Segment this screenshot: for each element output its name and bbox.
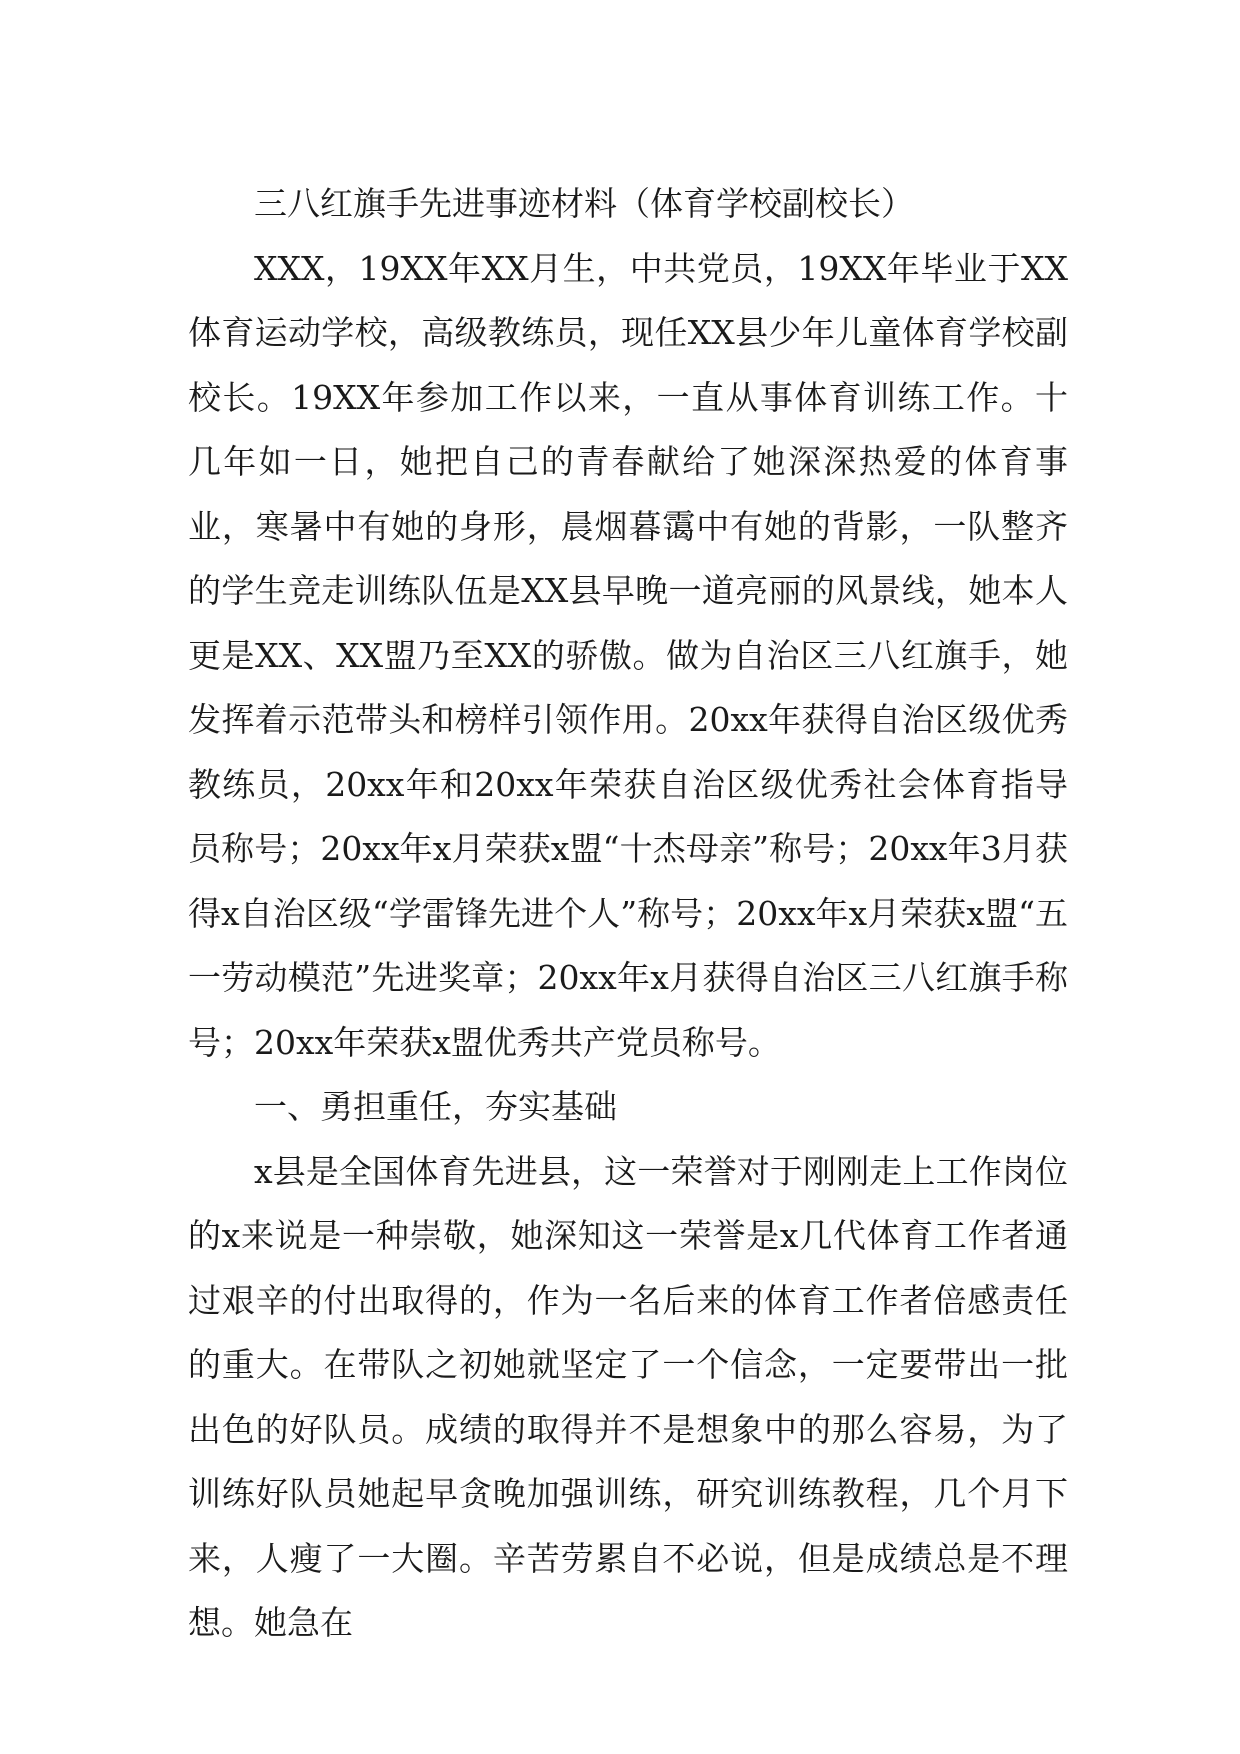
intro-paragraph: XXX，19XX年XX月生，中共党员，19XX年毕业于XX体育运动学校，高级教练员，现任XX县少年儿童体育学校副校长。19XX年参加工作以来，一直从事体育训练工作。十几年如一日，她把自己的青春献给了她深深热爱的体育事业，寒暑中有她的身形，晨烟暮霭中有她的背影，一队整齐的学生竞走训练队伍是XX县早晚一道亮丽的风景线，她本人更是XX、XX盟乃至XX的骄傲。做为自治区三八红旗手，她发挥着示范带头和榜样引领作用。20xx年获得自治区级优秀教练员，20xx年和20xx年荣获自治区级优秀社会体育指导员称号；20xx年x月荣获x盟“十杰母亲”称号；20xx年3月获得x自治区级“学雷锋先进个人”称号；20xx年x月荣获x盟“五一劳动模范”先进奖章；20xx年x月获得自治区三八红旗手称号；20xx年荣获x盟优秀共产党员称号。: [188, 248, 1068, 1062]
section-heading: 一、勇担重任，夯实基础: [254, 1087, 617, 1126]
document-title: 三八红旗手先进事迹材料（体育学校副校长）: [254, 184, 914, 223]
document-body: [188, 172, 1068, 1656]
section-paragraph: x县是全国体育先进县，这一荣誉对于刚刚走上工作岗位的x来说是一种崇敬，她深知这一荣誉是x几代体育工作者通过艰辛的付出取得的，作为一名后来的体育工作者倍感责任的重大。在带队之初她就坚定了一个信念，一定要带出一批出色的好队员。成绩的取得并不是想象中的那么容易，为了训练好队员她起早贪晚加强训练，研究训练教程，几个月下来，人瘦了一大圈。辛苦劳累自不必说，但是成绩总是不理想。她急在: [188, 1151, 1068, 1642]
